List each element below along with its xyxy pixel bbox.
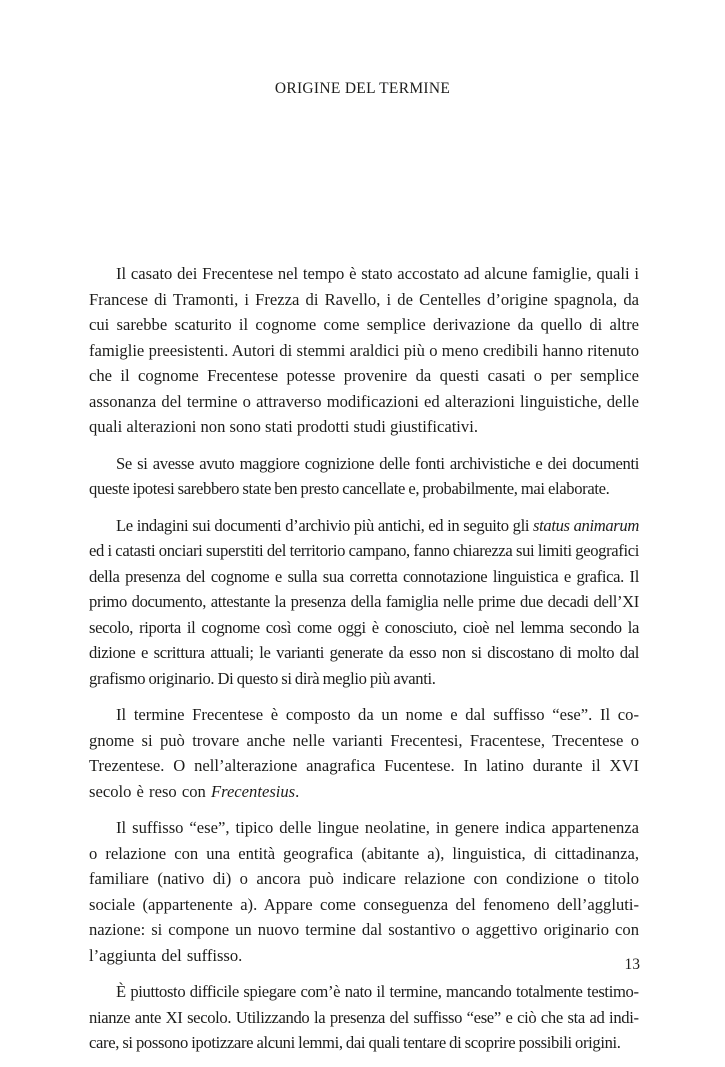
chapter-title: ORIGINE DEL TERMINE <box>274 80 451 97</box>
paragraph-3 <box>89 513 639 692</box>
paragraph-1-text: Il casato dei Frecentese nel tempo è stato accostato ad alcune famiglie, quali i Francese di Tramonti, i Frezza di Ravello, i de Centelles d’origine spagnola, da cui sarebbe scaturito il cognome come semplice derivazione da quello di altre famiglie preesistenti. Autori di stemmi araldici più o meno credibili hanno ritenuto che il cognome Frecentese potesse provenire da questi casati o per semplice assonanza del termine o attraverso modificazioni ed alterazioni linguistiche, delle quali alterazioni non sono stati prodotti studi giustificativi. <box>89 264 639 436</box>
paragraph-1 <box>89 261 639 440</box>
paragraph-4-text-start: Il termine Frecentese è composto da un nome e dal suffisso “ese”. Il cognome si può trovare anche nelle varianti Frecentesi, Fracentese, Trecentese o Trezentese. O nell’alterazione anagrafica Fucentese. In latino durante il XVI secolo è reso con <box>89 705 639 801</box>
paragraph-3-text-end: ed i catasti onciari superstiti del territorio campano, fanno chiarezza sui limiti geografici della presenza del cognome e sulla sua corretta connotazione linguistica e grafica. Il primo documento, attestante la presenza della famiglia nelle prime due decadi dell’XI secolo, riporta il cognome così come oggi è conosciuto, cioè nel lemma secondo la dizione e scrittura attuali; le varianti generate da esso non si discostano di molto dal grafismo originario. Di questo si dirà meglio più avanti. <box>89 541 639 688</box>
paragraph-3-italic-term: status animarum <box>533 515 639 535</box>
paragraph-5 <box>89 815 639 968</box>
paragraph-3-text-start: Le indagini sui documenti d’archivio più antichi, ed in seguito gli <box>116 515 534 535</box>
paragraph-6 <box>89 979 639 1056</box>
paragraph-2 <box>89 451 639 502</box>
paragraph-6-text: È piuttosto difficile spiegare com’è nato il termine, mancando totalmente testimonianze ante XI secolo. Utilizzando la presenza del suffisso “ese” e ciò che sta ad indicare, si possono ipotizzare alcuni lemmi, dai quali tentare di scoprire possibili origini. <box>89 982 639 1052</box>
paragraph-4 <box>89 702 639 804</box>
paragraph-4-italic-term: Frecentesius <box>210 781 296 801</box>
paragraph-2-text: Se si avesse avuto maggiore cognizione delle fonti archivistiche e dei documenti queste ipotesi sarebbero state ben presto cancellate e, probabilmente, mai elaborate. <box>89 453 639 498</box>
paragraph-4-text-end: . <box>295 781 300 801</box>
page-number: 13 <box>624 956 640 973</box>
body-text <box>89 261 639 1067</box>
paragraph-5-text: Il suffisso “ese”, tipico delle lingue neolatine, in genere indica appartenenza o relazione con una entità geografica (abitante a), linguistica, di cittadinanza, familiare (nativo di) o ancora può indicare relazione con condizione o titolo sociale (appartenente a). Appare come conseguenza del fenomeno dell’agglutinazione: si compone un nuovo termine dal sostantivo o aggettivo originario con l’aggiunta del suffisso. <box>89 818 639 965</box>
